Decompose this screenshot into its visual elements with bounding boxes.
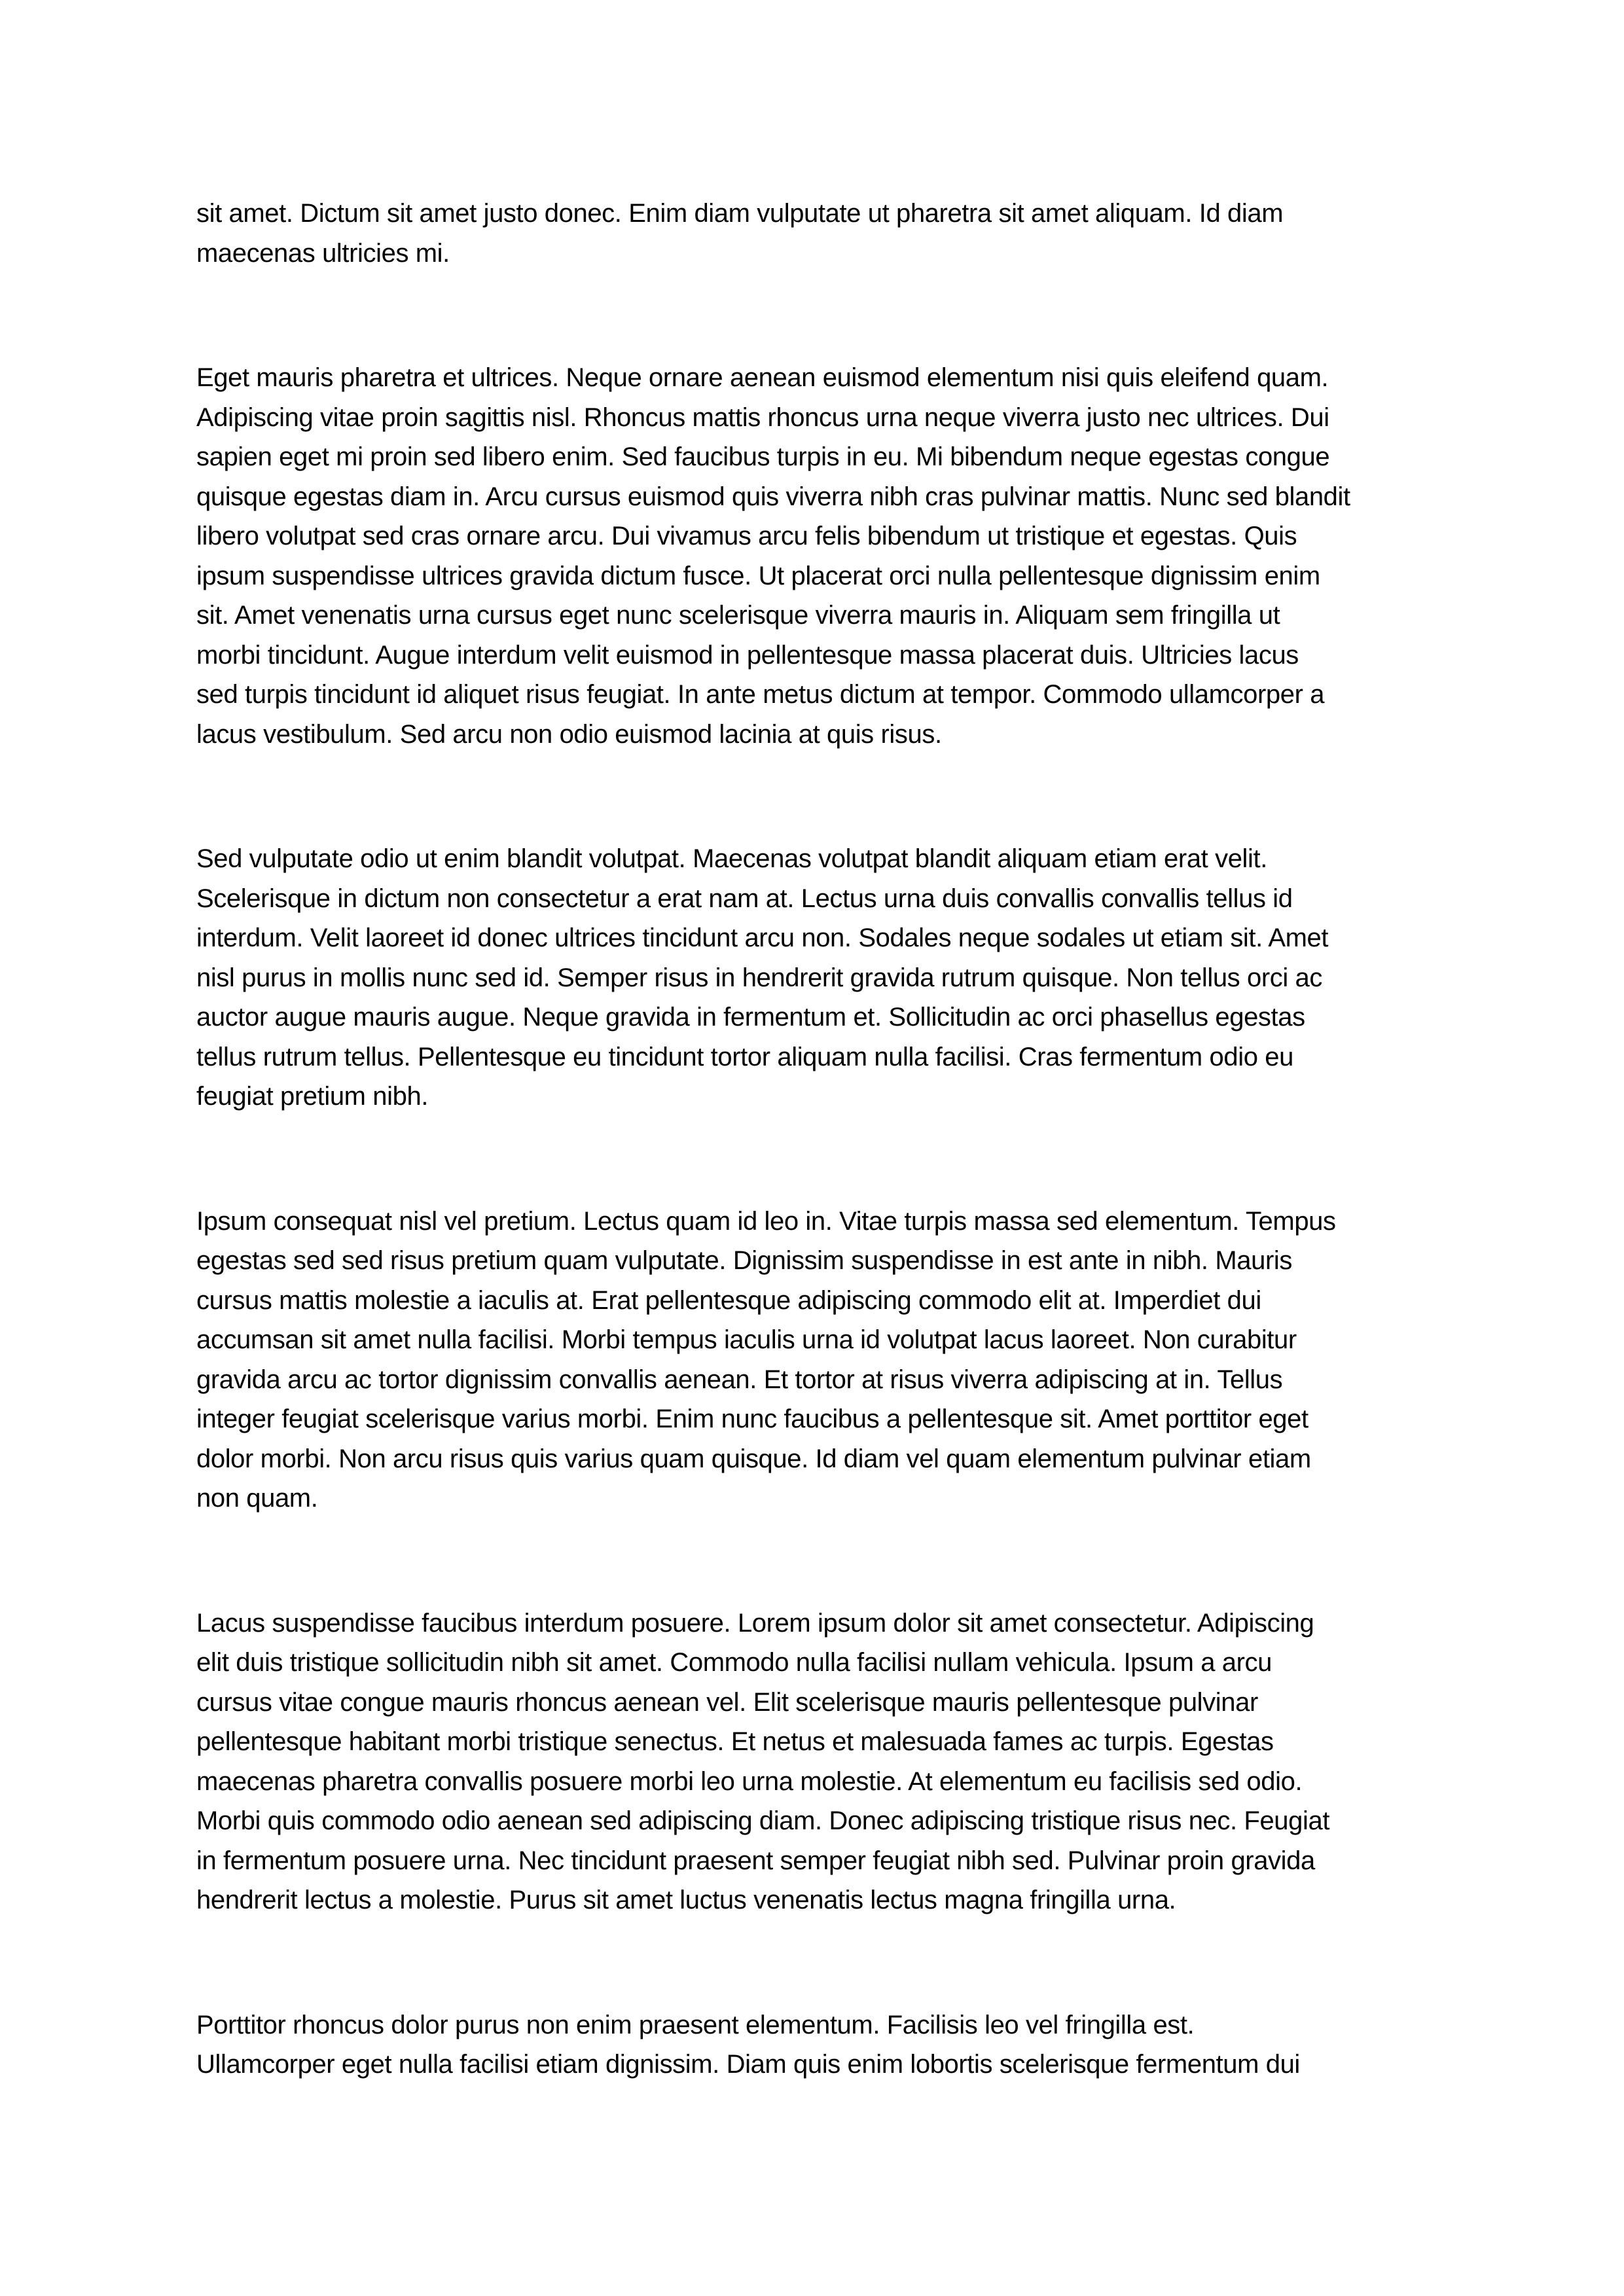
paragraph-line: Ipsum consequat nisl vel pretium. Lectus quam id leo in. Vitae turpis massa sed elementum. Tempus <box>196 1206 1336 1236</box>
paragraph-line: libero volutpat sed cras ornare arcu. Dui vivamus arcu felis bibendum ut tristique et egestas. Quis <box>196 522 1297 550</box>
paragraph-line: sit amet. Dictum sit amet justo donec. Enim diam vulputate ut pharetra sit amet aliquam. Id diam <box>196 199 1284 228</box>
paragraph-line: Porttitor rhoncus dolor purus non enim praesent elementum. Facilisis leo vel fringilla est. <box>196 2010 1195 2039</box>
paragraph-line: morbi tincidunt. Augue interdum velit euismod in pellentesque massa placerat duis. Ultricies lacus <box>196 640 1299 670</box>
paragraph <box>196 839 1428 1117</box>
paragraph-line: accumsan sit amet nulla facilisi. Morbi tempus iaculis urna id volutpat lacus laoreet. Non curabitur <box>196 1325 1297 1354</box>
paragraph-line: egestas sed sed risus pretium quam vulputate. Dignissim suspendisse in est ante in nibh. Mauris <box>196 1246 1292 1275</box>
paragraph-line: Eget mauris pharetra et ultrices. Neque ornare aenean euismod elementum nisi quis eleifend quam. <box>196 363 1329 392</box>
paragraph-line: sit. Amet venenatis urna cursus eget nunc scelerisque viverra mauris in. Aliquam sem fringilla ut <box>196 601 1280 630</box>
paragraph-line: hendrerit lectus a molestie. Purus sit amet luctus venenatis lectus magna fringilla urna. <box>196 1886 1176 1914</box>
paragraph-line: maecenas pharetra convallis posuere morbi leo urna molestie. At elementum eu facilisis sed odio. <box>196 1767 1303 1796</box>
paragraph <box>196 2005 1428 2085</box>
paragraph-line: Ullamcorper eget nulla facilisi etiam dignissim. Diam quis enim lobortis scelerisque fermentum dui <box>196 2050 1300 2079</box>
paragraph <box>196 358 1428 754</box>
paragraph-line: in fermentum posuere urna. Nec tincidunt praesent semper feugiat nibh sed. Pulvinar proin gravida <box>196 1846 1315 1875</box>
paragraph-line: integer feugiat scelerisque varius morbi. Enim nunc faucibus a pellentesque sit. Amet porttitor eget <box>196 1405 1308 1433</box>
paragraph <box>196 194 1428 273</box>
paragraph-line: sed turpis tincidunt id aliquet risus feugiat. In ante metus dictum at tempor. Commodo ullamcorper a <box>196 680 1325 709</box>
paragraph-line: nisl purus in mollis nunc sed id. Semper risus in hendrerit gravida rutrum quisque. Non tellus orci ac <box>196 963 1323 992</box>
paragraph-line: tellus rutrum tellus. Pellentesque eu tincidunt tortor aliquam nulla facilisi. Cras fermentum odio eu <box>196 1042 1293 1071</box>
paragraph-line: gravida arcu ac tortor dignissim convallis aenean. Et tortor at risus viverra adipiscing at in. Tellus <box>196 1365 1283 1394</box>
paragraph-line: Adipiscing vitae proin sagittis nisl. Rhoncus mattis rhoncus urna neque viverra justo nec ultrices. Dui <box>196 403 1329 432</box>
paragraph-line: ipsum suspendisse ultrices gravida dictum fusce. Ut placerat orci nulla pellentesque dignissim enim <box>196 561 1320 590</box>
paragraph-line: maecenas ultricies mi. <box>196 238 450 268</box>
paragraph-line: feugiat pretium nibh. <box>196 1082 429 1111</box>
document-text-body <box>196 194 1428 2085</box>
paragraph-line: cursus vitae congue mauris rhoncus aenean vel. Elit scelerisque mauris pellentesque pulvinar <box>196 1687 1258 1717</box>
paragraph-line: lacus vestibulum. Sed arcu non odio euismod lacinia at quis risus. <box>196 719 942 749</box>
paragraph-line: dolor morbi. Non arcu risus quis varius quam quisque. Id diam vel quam elementum pulvinar etiam <box>196 1444 1311 1473</box>
paragraph-line: Morbi quis commodo odio aenean sed adipiscing diam. Donec adipiscing tristique risus nec. Feugiat <box>196 1806 1330 1835</box>
paragraph <box>196 1202 1428 1518</box>
paragraph-line: elit duis tristique sollicitudin nibh sit amet. Commodo nulla facilisi nullam vehicula. Ipsum a arcu <box>196 1648 1272 1677</box>
paragraph-line: cursus mattis molestie a iaculis at. Erat pellentesque adipiscing commodo elit at. Imperdiet dui <box>196 1285 1261 1315</box>
paragraph-line: quisque egestas diam in. Arcu cursus euismod quis viverra nibh cras pulvinar mattis. Nunc sed blandit <box>196 482 1350 511</box>
paragraph-line: auctor augue mauris augue. Neque gravida in fermentum et. Sollicitudin ac orci phasellus egestas <box>196 1003 1305 1031</box>
paragraph-line: sapien eget mi proin sed libero enim. Sed faucibus turpis in eu. Mi bibendum neque egestas congue <box>196 442 1330 471</box>
paragraph-line: Scelerisque in dictum non consectetur a erat nam at. Lectus urna duis convallis convallis tellus id <box>196 884 1293 913</box>
paragraph-line: Sed vulputate odio ut enim blandit volutpat. Maecenas volutpat blandit aliquam etiam erat velit. <box>196 844 1267 873</box>
paragraph-line: non quam. <box>196 1484 318 1513</box>
paragraph-line: interdum. Velit laoreet id donec ultrices tincidunt arcu non. Sodales neque sodales ut etiam sit. Amet <box>196 924 1329 952</box>
paragraph-line: Lacus suspendisse faucibus interdum posuere. Lorem ipsum dolor sit amet consectetur. Adipiscing <box>196 1608 1314 1638</box>
paragraph-line: pellentesque habitant morbi tristique senectus. Et netus et malesuada fames ac turpis. Egestas <box>196 1727 1274 1756</box>
paragraph <box>196 1604 1428 1920</box>
